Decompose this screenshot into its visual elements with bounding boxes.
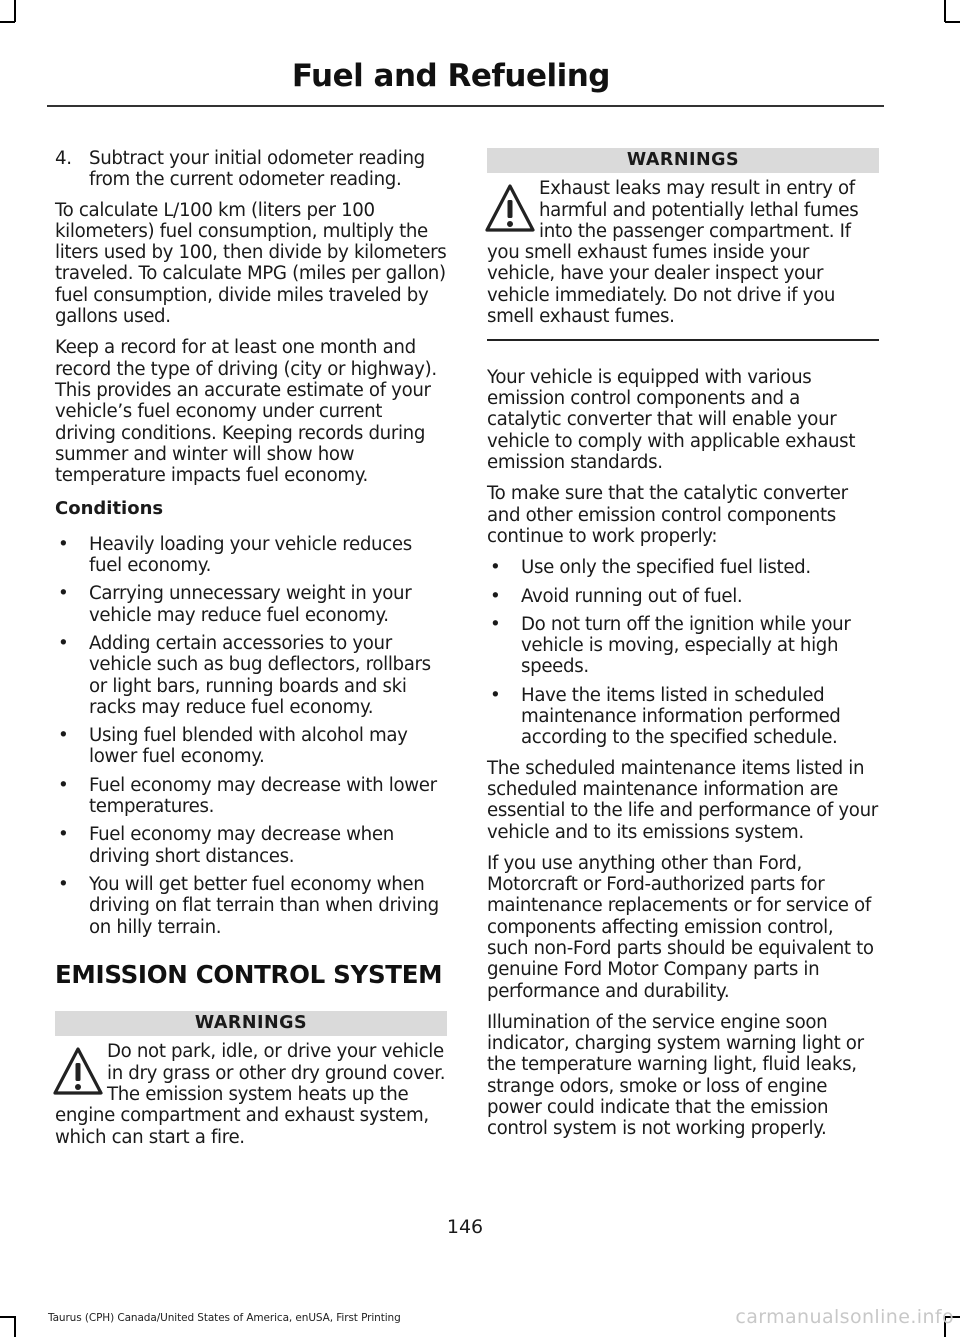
paragraph: The scheduled maintenance items listed in scheduled maintenance information are essential to the life and performance of your vehicle and to its emissions system. (487, 757, 878, 843)
list-item-text: Fuel economy may decrease when driving short distances. (89, 824, 394, 867)
paragraph: To make sure that the catalytic converter and other emission control components continue to work properly: (487, 483, 848, 547)
list-item-text: Have the items listed in scheduled maintenance information performed according to the specified schedule. (521, 684, 841, 749)
crop-mark (945, 21, 960, 23)
footer-text: Taurus (CPH) Canada/United States of America, enUSA, First Printing (48, 1312, 401, 1324)
paragraph: If you use anything other than Ford, Motorcraft or Ford-authorized parts for maintenance replacements or for service of components affecting emission control, such non-Ford parts should be equivalent to genuine Ford Motor Company parts in performance and durability. (487, 852, 874, 1002)
bullet: • (58, 533, 69, 555)
crop-mark (0, 21, 15, 23)
crop-mark (14, 0, 16, 22)
subheading: Conditions (55, 498, 164, 520)
warning-box (55, 1011, 447, 1148)
list-item (55, 824, 447, 867)
conditions-list (55, 534, 447, 938)
warning-triangle-icon (51, 1043, 105, 1101)
bullet: • (58, 583, 69, 605)
crop-mark (0, 1316, 15, 1318)
list-item (487, 557, 879, 578)
left-column (55, 148, 447, 1148)
bullet: • (490, 613, 501, 635)
list-item (55, 725, 447, 768)
paragraph: Illumination of the service engine soon indicator, charging system warning light or the temperature warning light, fluid leaks, strange odors, smoke or loss of engine power could indicate that the emission control system is not working properly. (487, 1011, 864, 1140)
bullet: • (58, 725, 69, 747)
crop-mark (14, 1316, 16, 1337)
page-title: Fuel and Refueling (291, 58, 610, 94)
step-text: Subtract your initial odometer reading from the current odometer reading. (89, 148, 425, 191)
list-item (55, 583, 447, 626)
paragraph: Keep a record for at least one month and record the type of driving (city or highway). This provides an accurate estimate of your vehicle’s fuel economy under current driving conditions. Keeping records during summer and winter will show how temperature impacts fuel economy. (55, 337, 437, 487)
list-item-text: Fuel economy may decrease with lower temperatures. (89, 774, 437, 818)
bullet: • (58, 774, 69, 796)
list-item-text: Carrying unnecessary weight in your vehicle may reduce fuel economy. (89, 583, 412, 626)
spacer (487, 341, 879, 367)
bullet: • (58, 873, 69, 895)
list-item (55, 874, 447, 938)
right-column (487, 148, 879, 1150)
list-item (55, 534, 447, 577)
header-rule (47, 105, 884, 107)
list-item (487, 586, 879, 607)
paragraph: Your vehicle is equipped with various emission control components and a catalytic converter that will enable your vehicle to comply with applicable exhaust emission standards. (487, 366, 856, 474)
maintenance-list (487, 557, 879, 748)
crop-mark (944, 0, 946, 22)
section-heading: EMISSION CONTROL SYSTEM (55, 959, 443, 989)
list-item-text: Using fuel blended with alcohol may lower fuel economy. (89, 725, 408, 768)
warnings-label: WARNINGS (487, 148, 879, 173)
warning-text: Exhaust leaks may result in entry of harmful and potentially lethal fumes into the passenger compartment. If you smell exhaust fumes inside your vehicle, have your dealer inspect your vehicle immediately. Do not drive if you smell exhaust fumes. (487, 178, 859, 328)
warning-box (487, 148, 879, 341)
warnings-label: WARNINGS (55, 1011, 447, 1036)
list-item-text: Use only the specified fuel listed. (521, 557, 811, 579)
list-item-text: You will get better fuel economy when driving on flat terrain than when driving on hilly terrain. (89, 873, 439, 938)
bullet: • (490, 684, 501, 706)
list-item (55, 633, 447, 718)
page-number: 146 (446, 1216, 484, 1238)
bullet: • (58, 824, 69, 846)
warning-body (487, 178, 879, 327)
list-item-text: Do not turn off the ignition while your vehicle is moving, especially at high speeds. (521, 613, 851, 678)
numbered-step (55, 148, 447, 191)
list-item (55, 775, 447, 818)
list-item (487, 614, 879, 678)
warning-triangle-icon (483, 180, 537, 238)
bullet: • (490, 585, 501, 607)
list-item-text: Heavily loading your vehicle reduces fuel economy. (89, 533, 412, 577)
list-item (487, 685, 879, 749)
bullet: • (490, 557, 501, 579)
warning-body (55, 1041, 447, 1147)
bullet: • (58, 632, 69, 654)
step-number: 4. (55, 148, 72, 169)
list-item-text: Adding certain accessories to your vehicle such as bug deflectors, rollbars or light bars, running boards and ski racks may reduce fuel economy. (89, 632, 431, 718)
list-item-text: Avoid running out of fuel. (521, 585, 743, 607)
warning-text: Do not park, idle, or drive your vehicle in dry grass or other dry ground cover. The emission system heats up the engine compartment and exhaust system, which can start a fire. (55, 1041, 446, 1148)
paragraph: To calculate L/100 km (liters per 100 kilometers) fuel consumption, multiply the liters used by 100, then divide by kilometers traveled. To calculate MPG (miles per gallon) fuel consumption, divide miles traveled by gallons used. (55, 199, 447, 328)
watermark: carmanualsonline.info (735, 1306, 954, 1328)
